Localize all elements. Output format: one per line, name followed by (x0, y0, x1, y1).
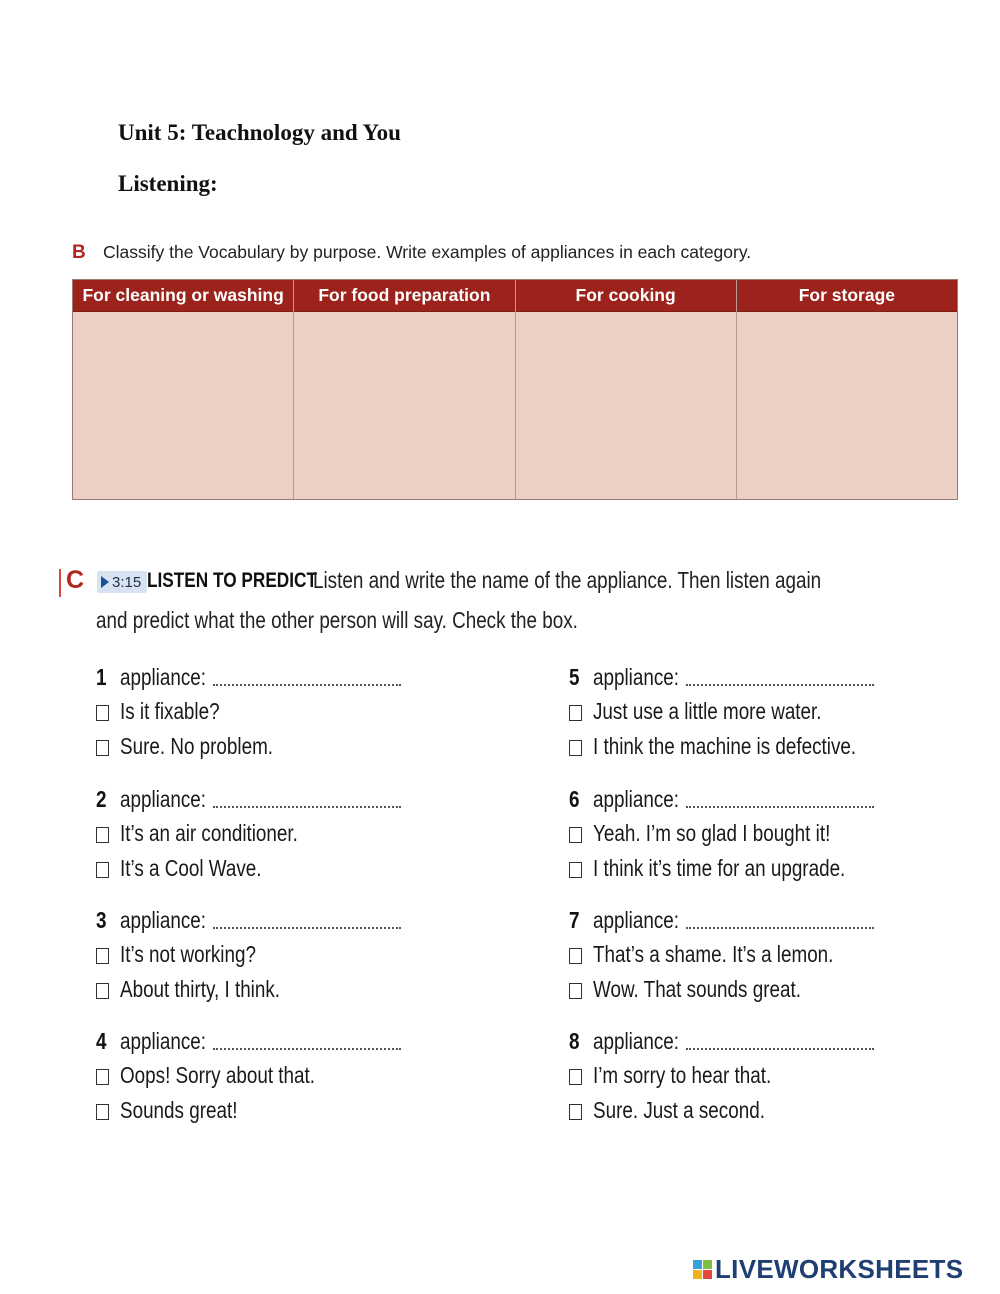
option-row[interactable] (96, 1062, 476, 1097)
logo-text: LIVEWORKSHEETS (715, 1254, 964, 1284)
option-row[interactable] (569, 855, 949, 890)
option-text: Wow. That sounds great. (593, 976, 801, 1002)
exercise-item-6 (569, 786, 949, 890)
item-number: 1 (96, 664, 107, 690)
option-text: That’s a shame. It’s a lemon. (593, 941, 834, 967)
checkbox[interactable] (96, 862, 109, 878)
appliance-answer-blank[interactable] (686, 684, 874, 686)
checkbox[interactable] (569, 1104, 582, 1120)
item-number: 7 (569, 907, 580, 933)
option-row[interactable] (569, 733, 949, 768)
appliance-label: appliance: (120, 1028, 206, 1054)
unit-title: Unit 5: Teachnology and You (118, 120, 401, 145)
column-cleaning (73, 280, 294, 499)
answer-cell-cooking[interactable] (516, 312, 736, 499)
section-title: Listening: (118, 171, 218, 196)
section-b-letter: B (72, 242, 86, 263)
liveworksheets-logo[interactable] (693, 1254, 963, 1285)
option-text: Sounds great! (120, 1097, 238, 1123)
appliance-answer-blank[interactable] (213, 1048, 401, 1050)
checkbox[interactable] (96, 740, 109, 756)
option-row[interactable] (96, 1097, 476, 1132)
exercise-item-1 (96, 664, 476, 768)
item-number: 8 (569, 1028, 580, 1054)
option-row[interactable] (569, 698, 949, 733)
appliance-label: appliance: (120, 786, 206, 812)
appliance-label: appliance: (593, 1028, 679, 1054)
checkbox[interactable] (569, 827, 582, 843)
exercise-item-2 (96, 786, 476, 890)
exercise-item-5 (569, 664, 949, 768)
option-text: Sure. Just a second. (593, 1097, 765, 1123)
section-b-instruction: Classify the Vocabulary by purpose. Write examples of appliances in each category. (103, 242, 752, 262)
option-text: Yeah. I’m so glad I bought it! (593, 820, 831, 846)
checkbox[interactable] (569, 983, 582, 999)
option-row[interactable] (96, 733, 476, 768)
option-row[interactable] (569, 820, 949, 855)
option-row[interactable] (96, 820, 476, 855)
option-text: It’s a Cool Wave. (120, 855, 262, 881)
item-number: 3 (96, 907, 107, 933)
column-cooking (516, 280, 737, 499)
answer-cell-storage[interactable] (737, 312, 957, 499)
option-row[interactable] (569, 1097, 949, 1132)
item-number: 5 (569, 664, 580, 690)
option-text: Is it fixable? (120, 698, 220, 724)
option-text: Sure. No problem. (120, 733, 274, 759)
appliance-answer-blank[interactable] (686, 927, 874, 929)
exercise-item-8 (569, 1028, 949, 1132)
option-text: I think the machine is defective. (593, 733, 857, 759)
vocabulary-table (72, 279, 958, 500)
answer-cell-food-preparation[interactable] (294, 312, 514, 499)
item-number: 2 (96, 786, 107, 812)
option-text: I’m sorry to hear that. (593, 1062, 772, 1088)
section-c-instruction-line-2: and predict what the other person will say. Check the box. (96, 607, 578, 633)
option-row[interactable] (96, 698, 476, 733)
option-text: It’s an air conditioner. (120, 820, 298, 846)
column-header: For food preparation (294, 280, 514, 312)
checkbox[interactable] (96, 948, 109, 964)
appliance-answer-blank[interactable] (686, 1048, 874, 1050)
audio-track-badge[interactable] (97, 571, 147, 593)
column-header: For cooking (516, 280, 736, 312)
liveworksheets-logo-icon (693, 1260, 712, 1279)
column-food-preparation (294, 280, 515, 499)
appliance-label: appliance: (593, 664, 679, 690)
exercise-item-4 (96, 1028, 476, 1132)
play-icon (101, 576, 109, 588)
appliance-label: appliance: (120, 664, 206, 690)
option-text: It’s not working? (120, 941, 256, 967)
checkbox[interactable] (96, 827, 109, 843)
checkbox[interactable] (96, 983, 109, 999)
appliance-label: appliance: (120, 907, 206, 933)
option-row[interactable] (569, 976, 949, 1011)
option-row[interactable] (96, 855, 476, 890)
exercise-item-3 (96, 907, 476, 1011)
item-number: 4 (96, 1028, 107, 1054)
option-row[interactable] (96, 976, 476, 1011)
option-row[interactable] (569, 941, 949, 976)
appliance-answer-blank[interactable] (686, 806, 874, 808)
checkbox[interactable] (96, 1104, 109, 1120)
appliance-label: appliance: (593, 786, 679, 812)
exercise-item-7 (569, 907, 949, 1011)
appliance-answer-blank[interactable] (213, 684, 401, 686)
column-header: For cleaning or washing (73, 280, 293, 312)
checkbox[interactable] (569, 705, 582, 721)
option-text: Just use a little more water. (593, 698, 822, 724)
listen-to-predict-title: LISTEN TO PREDICT (147, 569, 317, 592)
option-row[interactable] (569, 1062, 949, 1097)
checkbox[interactable] (569, 1069, 582, 1085)
checkbox[interactable] (96, 705, 109, 721)
checkbox[interactable] (569, 862, 582, 878)
column-header: For storage (737, 280, 957, 312)
checkbox[interactable] (569, 740, 582, 756)
answer-cell-cleaning[interactable] (73, 312, 293, 499)
section-c-letter: C (66, 566, 85, 594)
option-text: About thirty, I think. (120, 976, 281, 1002)
appliance-label: appliance: (593, 907, 679, 933)
section-c-marker (59, 569, 61, 597)
checkbox[interactable] (569, 948, 582, 964)
appliance-answer-blank[interactable] (213, 927, 401, 929)
audio-track-number: 3:15 (112, 573, 142, 591)
section-c-instruction-line-1: Listen and write the name of the appliance. Then listen again (313, 567, 822, 593)
option-text: Oops! Sorry about that. (120, 1062, 315, 1088)
appliance-answer-blank[interactable] (213, 806, 401, 808)
item-number: 6 (569, 786, 580, 812)
column-storage (737, 280, 957, 499)
option-text: I think it’s time for an upgrade. (593, 855, 846, 881)
checkbox[interactable] (96, 1069, 109, 1085)
option-row[interactable] (96, 941, 476, 976)
